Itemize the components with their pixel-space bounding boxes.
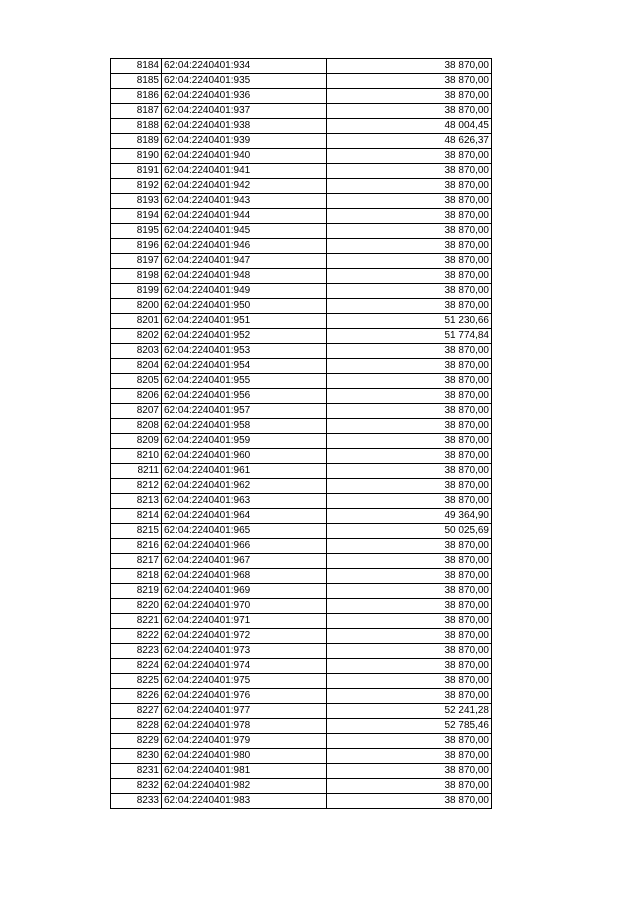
cadastral-number-cell: 62:04:2240401:944 bbox=[162, 209, 327, 224]
cadastral-number-cell: 62:04:2240401:962 bbox=[162, 479, 327, 494]
table-row bbox=[111, 704, 492, 719]
cadastral-number-cell: 62:04:2240401:963 bbox=[162, 494, 327, 509]
value-cell: 38 870,00 bbox=[327, 629, 492, 644]
cadastral-number-cell: 62:04:2240401:981 bbox=[162, 764, 327, 779]
value-cell: 48 626,37 bbox=[327, 134, 492, 149]
table-row bbox=[111, 554, 492, 569]
cadastral-number-cell: 62:04:2240401:942 bbox=[162, 179, 327, 194]
value-cell: 38 870,00 bbox=[327, 464, 492, 479]
value-cell: 38 870,00 bbox=[327, 104, 492, 119]
cadastral-number-cell: 62:04:2240401:966 bbox=[162, 539, 327, 554]
value-cell: 38 870,00 bbox=[327, 569, 492, 584]
row-number-cell: 8187 bbox=[111, 104, 162, 119]
value-cell: 38 870,00 bbox=[327, 749, 492, 764]
table-row bbox=[111, 269, 492, 284]
value-cell: 38 870,00 bbox=[327, 599, 492, 614]
table-row bbox=[111, 539, 492, 554]
row-number-cell: 8233 bbox=[111, 794, 162, 809]
row-number-cell: 8226 bbox=[111, 689, 162, 704]
table-row bbox=[111, 524, 492, 539]
cadastral-number-cell: 62:04:2240401:960 bbox=[162, 449, 327, 464]
cadastral-number-cell: 62:04:2240401:935 bbox=[162, 74, 327, 89]
table-row bbox=[111, 74, 492, 89]
row-number-cell: 8200 bbox=[111, 299, 162, 314]
value-cell: 38 870,00 bbox=[327, 284, 492, 299]
row-number-cell: 8205 bbox=[111, 374, 162, 389]
table-row bbox=[111, 119, 492, 134]
row-number-cell: 8191 bbox=[111, 164, 162, 179]
table-row bbox=[111, 224, 492, 239]
table-row bbox=[111, 179, 492, 194]
cadastral-number-cell: 62:04:2240401:980 bbox=[162, 749, 327, 764]
table-row bbox=[111, 374, 492, 389]
table-row bbox=[111, 59, 492, 74]
value-cell: 38 870,00 bbox=[327, 449, 492, 464]
table-row bbox=[111, 479, 492, 494]
table-row bbox=[111, 569, 492, 584]
cadastral-number-cell: 62:04:2240401:955 bbox=[162, 374, 327, 389]
value-cell: 38 870,00 bbox=[327, 794, 492, 809]
value-cell: 38 870,00 bbox=[327, 614, 492, 629]
row-number-cell: 8209 bbox=[111, 434, 162, 449]
table-row bbox=[111, 329, 492, 344]
row-number-cell: 8190 bbox=[111, 149, 162, 164]
cadastral-number-cell: 62:04:2240401:971 bbox=[162, 614, 327, 629]
table-row bbox=[111, 629, 492, 644]
value-cell: 50 025,69 bbox=[327, 524, 492, 539]
value-cell: 38 870,00 bbox=[327, 254, 492, 269]
table-row bbox=[111, 599, 492, 614]
table-row bbox=[111, 764, 492, 779]
row-number-cell: 8207 bbox=[111, 404, 162, 419]
value-cell: 38 870,00 bbox=[327, 554, 492, 569]
table-row bbox=[111, 359, 492, 374]
value-cell: 38 870,00 bbox=[327, 344, 492, 359]
cadastral-number-cell: 62:04:2240401:945 bbox=[162, 224, 327, 239]
row-number-cell: 8189 bbox=[111, 134, 162, 149]
cadastral-number-cell: 62:04:2240401:952 bbox=[162, 329, 327, 344]
value-cell: 38 870,00 bbox=[327, 74, 492, 89]
value-cell: 38 870,00 bbox=[327, 269, 492, 284]
row-number-cell: 8213 bbox=[111, 494, 162, 509]
row-number-cell: 8232 bbox=[111, 779, 162, 794]
cadastral-number-cell: 62:04:2240401:977 bbox=[162, 704, 327, 719]
cadastral-number-cell: 62:04:2240401:972 bbox=[162, 629, 327, 644]
table-row bbox=[111, 254, 492, 269]
value-cell: 38 870,00 bbox=[327, 149, 492, 164]
value-cell: 38 870,00 bbox=[327, 239, 492, 254]
cadastral-number-cell: 62:04:2240401:941 bbox=[162, 164, 327, 179]
cadastral-number-cell: 62:04:2240401:967 bbox=[162, 554, 327, 569]
row-number-cell: 8227 bbox=[111, 704, 162, 719]
cadastral-number-cell: 62:04:2240401:943 bbox=[162, 194, 327, 209]
table-row bbox=[111, 434, 492, 449]
table-row bbox=[111, 209, 492, 224]
value-cell: 38 870,00 bbox=[327, 539, 492, 554]
row-number-cell: 8229 bbox=[111, 734, 162, 749]
value-cell: 38 870,00 bbox=[327, 764, 492, 779]
cadastral-number-cell: 62:04:2240401:983 bbox=[162, 794, 327, 809]
table-row bbox=[111, 149, 492, 164]
cadastral-number-cell: 62:04:2240401:961 bbox=[162, 464, 327, 479]
table-row bbox=[111, 794, 492, 809]
cadastral-number-cell: 62:04:2240401:934 bbox=[162, 59, 327, 74]
cadastral-number-cell: 62:04:2240401:970 bbox=[162, 599, 327, 614]
cadastral-number-cell: 62:04:2240401:948 bbox=[162, 269, 327, 284]
cadastral-number-cell: 62:04:2240401:969 bbox=[162, 584, 327, 599]
table-row bbox=[111, 674, 492, 689]
table-body bbox=[111, 59, 492, 809]
row-number-cell: 8224 bbox=[111, 659, 162, 674]
value-cell: 38 870,00 bbox=[327, 359, 492, 374]
value-cell: 38 870,00 bbox=[327, 419, 492, 434]
cadastral-number-cell: 62:04:2240401:950 bbox=[162, 299, 327, 314]
row-number-cell: 8193 bbox=[111, 194, 162, 209]
cadastral-number-cell: 62:04:2240401:964 bbox=[162, 509, 327, 524]
row-number-cell: 8206 bbox=[111, 389, 162, 404]
value-cell: 38 870,00 bbox=[327, 779, 492, 794]
value-cell: 38 870,00 bbox=[327, 389, 492, 404]
cadastral-number-cell: 62:04:2240401:951 bbox=[162, 314, 327, 329]
cadastral-number-cell: 62:04:2240401:940 bbox=[162, 149, 327, 164]
table-row bbox=[111, 404, 492, 419]
cadastral-number-cell: 62:04:2240401:953 bbox=[162, 344, 327, 359]
row-number-cell: 8211 bbox=[111, 464, 162, 479]
cadastral-number-cell: 62:04:2240401:982 bbox=[162, 779, 327, 794]
row-number-cell: 8192 bbox=[111, 179, 162, 194]
cadastral-number-cell: 62:04:2240401:937 bbox=[162, 104, 327, 119]
row-number-cell: 8185 bbox=[111, 74, 162, 89]
cadastral-number-cell: 62:04:2240401:978 bbox=[162, 719, 327, 734]
cadastral-number-cell: 62:04:2240401:965 bbox=[162, 524, 327, 539]
value-cell: 38 870,00 bbox=[327, 659, 492, 674]
cadastre-table bbox=[110, 58, 492, 809]
value-cell: 38 870,00 bbox=[327, 179, 492, 194]
table-row bbox=[111, 614, 492, 629]
value-cell: 38 870,00 bbox=[327, 164, 492, 179]
cadastral-number-cell: 62:04:2240401:973 bbox=[162, 644, 327, 659]
row-number-cell: 8195 bbox=[111, 224, 162, 239]
value-cell: 38 870,00 bbox=[327, 479, 492, 494]
table-row bbox=[111, 689, 492, 704]
value-cell: 38 870,00 bbox=[327, 374, 492, 389]
table-row bbox=[111, 194, 492, 209]
table-row bbox=[111, 389, 492, 404]
row-number-cell: 8186 bbox=[111, 89, 162, 104]
row-number-cell: 8208 bbox=[111, 419, 162, 434]
value-cell: 38 870,00 bbox=[327, 689, 492, 704]
value-cell: 38 870,00 bbox=[327, 299, 492, 314]
cadastral-number-cell: 62:04:2240401:974 bbox=[162, 659, 327, 674]
row-number-cell: 8202 bbox=[111, 329, 162, 344]
table-row bbox=[111, 299, 492, 314]
table-row bbox=[111, 449, 492, 464]
cadastral-number-cell: 62:04:2240401:947 bbox=[162, 254, 327, 269]
cadastral-number-cell: 62:04:2240401:968 bbox=[162, 569, 327, 584]
table-row bbox=[111, 284, 492, 299]
table-row bbox=[111, 494, 492, 509]
table-row bbox=[111, 239, 492, 254]
row-number-cell: 8198 bbox=[111, 269, 162, 284]
row-number-cell: 8199 bbox=[111, 284, 162, 299]
row-number-cell: 8216 bbox=[111, 539, 162, 554]
table-row bbox=[111, 659, 492, 674]
row-number-cell: 8194 bbox=[111, 209, 162, 224]
value-cell: 38 870,00 bbox=[327, 209, 492, 224]
table-row bbox=[111, 89, 492, 104]
row-number-cell: 8212 bbox=[111, 479, 162, 494]
table-row bbox=[111, 734, 492, 749]
row-number-cell: 8214 bbox=[111, 509, 162, 524]
cadastral-number-cell: 62:04:2240401:954 bbox=[162, 359, 327, 374]
cadastral-number-cell: 62:04:2240401:949 bbox=[162, 284, 327, 299]
cadastral-number-cell: 62:04:2240401:976 bbox=[162, 689, 327, 704]
table-row bbox=[111, 779, 492, 794]
value-cell: 38 870,00 bbox=[327, 194, 492, 209]
row-number-cell: 8203 bbox=[111, 344, 162, 359]
row-number-cell: 8201 bbox=[111, 314, 162, 329]
row-number-cell: 8215 bbox=[111, 524, 162, 539]
value-cell: 48 004,45 bbox=[327, 119, 492, 134]
table-row bbox=[111, 164, 492, 179]
row-number-cell: 8225 bbox=[111, 674, 162, 689]
table-row bbox=[111, 464, 492, 479]
table-row bbox=[111, 344, 492, 359]
value-cell: 38 870,00 bbox=[327, 434, 492, 449]
table-row bbox=[111, 644, 492, 659]
cadastral-number-cell: 62:04:2240401:956 bbox=[162, 389, 327, 404]
value-cell: 38 870,00 bbox=[327, 59, 492, 74]
cadastral-number-cell: 62:04:2240401:946 bbox=[162, 239, 327, 254]
row-number-cell: 8220 bbox=[111, 599, 162, 614]
table-row bbox=[111, 719, 492, 734]
value-cell: 49 364,90 bbox=[327, 509, 492, 524]
value-cell: 38 870,00 bbox=[327, 584, 492, 599]
value-cell: 52 241,28 bbox=[327, 704, 492, 719]
table-row bbox=[111, 749, 492, 764]
value-cell: 38 870,00 bbox=[327, 734, 492, 749]
cadastral-number-cell: 62:04:2240401:938 bbox=[162, 119, 327, 134]
value-cell: 38 870,00 bbox=[327, 644, 492, 659]
row-number-cell: 8231 bbox=[111, 764, 162, 779]
cadastral-number-cell: 62:04:2240401:979 bbox=[162, 734, 327, 749]
row-number-cell: 8228 bbox=[111, 719, 162, 734]
row-number-cell: 8230 bbox=[111, 749, 162, 764]
value-cell: 38 870,00 bbox=[327, 89, 492, 104]
table-row bbox=[111, 509, 492, 524]
row-number-cell: 8188 bbox=[111, 119, 162, 134]
value-cell: 52 785,46 bbox=[327, 719, 492, 734]
cadastral-number-cell: 62:04:2240401:958 bbox=[162, 419, 327, 434]
value-cell: 38 870,00 bbox=[327, 674, 492, 689]
row-number-cell: 8210 bbox=[111, 449, 162, 464]
cadastral-number-cell: 62:04:2240401:939 bbox=[162, 134, 327, 149]
table-row bbox=[111, 584, 492, 599]
table-row bbox=[111, 134, 492, 149]
value-cell: 51 230,66 bbox=[327, 314, 492, 329]
cadastral-number-cell: 62:04:2240401:975 bbox=[162, 674, 327, 689]
cadastral-number-cell: 62:04:2240401:936 bbox=[162, 89, 327, 104]
row-number-cell: 8217 bbox=[111, 554, 162, 569]
row-number-cell: 8222 bbox=[111, 629, 162, 644]
row-number-cell: 8184 bbox=[111, 59, 162, 74]
table-row bbox=[111, 419, 492, 434]
value-cell: 51 774,84 bbox=[327, 329, 492, 344]
value-cell: 38 870,00 bbox=[327, 224, 492, 239]
row-number-cell: 8204 bbox=[111, 359, 162, 374]
row-number-cell: 8196 bbox=[111, 239, 162, 254]
row-number-cell: 8218 bbox=[111, 569, 162, 584]
table-row bbox=[111, 104, 492, 119]
table-row bbox=[111, 314, 492, 329]
row-number-cell: 8223 bbox=[111, 644, 162, 659]
row-number-cell: 8197 bbox=[111, 254, 162, 269]
value-cell: 38 870,00 bbox=[327, 494, 492, 509]
value-cell: 38 870,00 bbox=[327, 404, 492, 419]
cadastral-number-cell: 62:04:2240401:957 bbox=[162, 404, 327, 419]
cadastral-number-cell: 62:04:2240401:959 bbox=[162, 434, 327, 449]
row-number-cell: 8221 bbox=[111, 614, 162, 629]
row-number-cell: 8219 bbox=[111, 584, 162, 599]
